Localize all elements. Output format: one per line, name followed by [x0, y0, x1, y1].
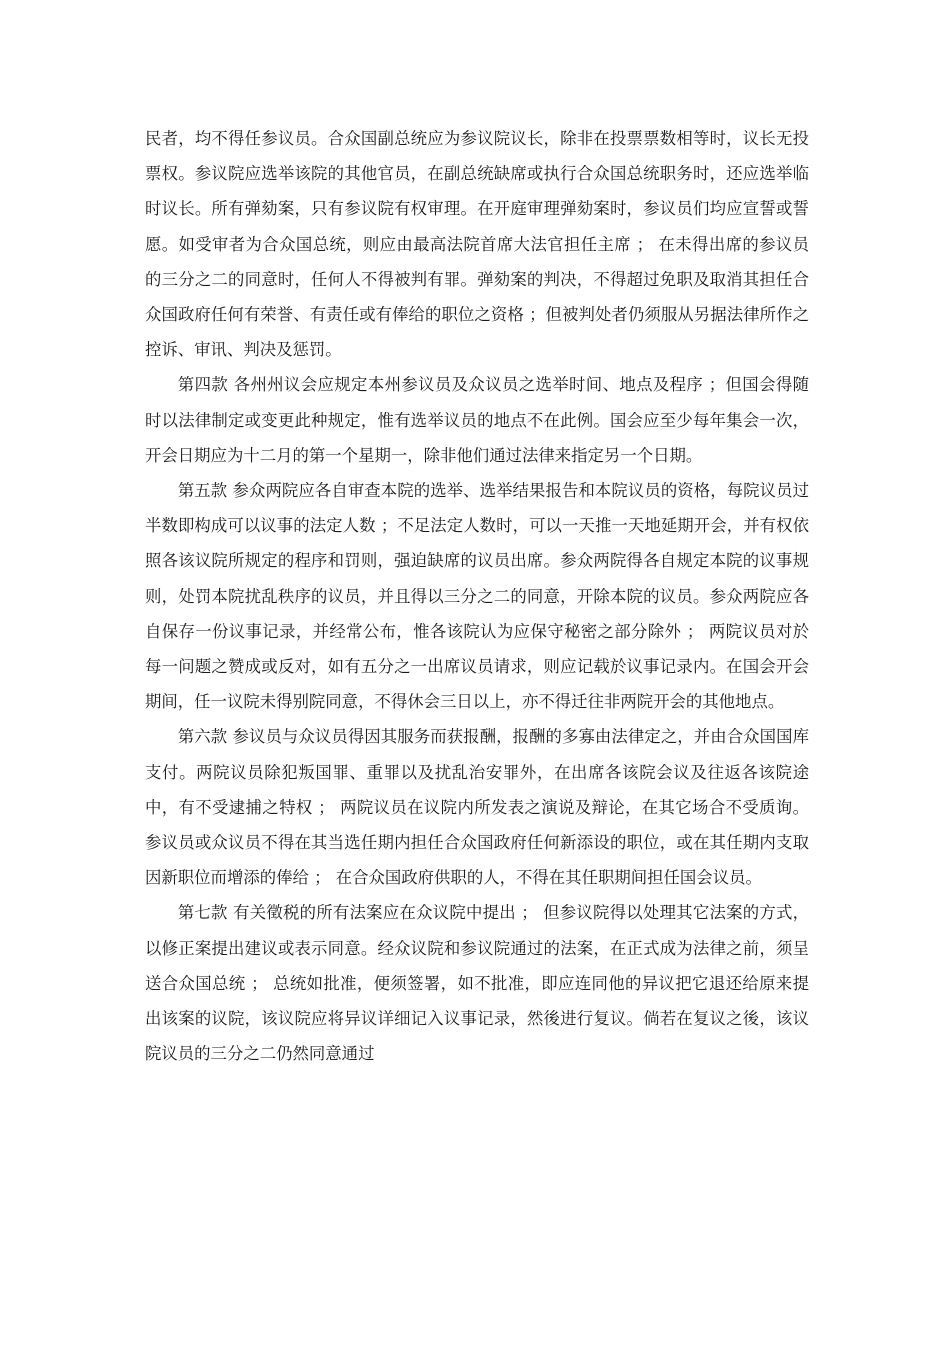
paragraph-section-7: 第七款 有关徵税的所有法案应在众议院中提出 ； 但参议院得以处理其它法案的方式，以修正案提出建议或表示同意。经众议院和参议院通过的法案，在正式成为法律之前，须呈送合众国总统 ； 总统如批准，便须签署，如不批准，即应连同他的异议把它退还给原来提出该案的议院，该议院应将异议详细记入议事记录，然後进行复议。倘若在复议之後，该议院议员的三分之二仍然同意通过	[145, 903, 809, 1064]
paragraph-section-5: 第五款 参众两院应各自审查本院的选举、选举结果报告和本院议员的资格，每院议员过半数即构成可以议事的法定人数 ；不足法定人数时，可以一天推一天地延期开会，并有权依照各该议院所规定的程序和罚则，强迫缺席的议员出席。参众两院得各自规定本院的议事规则，处罚本院扰乱秩序的议员，并且得以三分之二的同意，开除本院的议员。参众两院应各自保存一份议事记录，并经常公布，惟各该院认为应保守秘密之部分除外 ； 两院议员对於每一问题之赞成或反对，如有五分之一出席议员请求，则应记载於议事记录内。在国会开会期间，任一议院未得别院同意，不得休会三日以上，亦不得迁往非两院开会的其他地点。	[145, 481, 809, 712]
document-body	[145, 121, 809, 1071]
paragraph-continuation: 民者，均不得任参议员。合众国副总统应为参议院议长，除非在投票票数相等时，议长无投票权。参议院应选举该院的其他官员，在副总统缺席或执行合众国总统职务时，还应选举临时议长。所有弹劾案，只有参议院有权审理。在开庭审理弹劾案时，参议员们均应宣誓或誓愿。如受审者为合众国总统，则应由最高法院首席大法官担任主席 ； 在未得出席的参议员的三分之二的同意时，任何人不得被判有罪。弹劾案的判决，不得超过免职及取消其担任合众国政府任何有荣誉、有责任或有俸给的职位之资格 ；但被判处者仍须服从另据法律所作之控诉、审讯、判决及惩罚。	[145, 129, 809, 360]
paragraph-section-4: 第四款 各州州议会应规定本州参议员及众议员之选举时间、地点及程序 ；但国会得随时以法律制定或变更此种规定，惟有选举议员的地点不在此例。国会应至少每年集会一次，开会日期应为十二月的第一个星期一，除非他们通过法律来指定另一个日期。	[145, 375, 809, 465]
paragraph-section-6: 第六款 参议员与众议员得因其服务而获报酬，报酬的多寡由法律定之，并由合众国国库支付。两院议员除犯叛国罪、重罪以及扰乱治安罪外，在出席各该院会议及往返各该院途中，有不受逮捕之特权 ； 两院议员在议院内所发表之演说及辩论，在其它场合不受质询。参议员或众议员不得在其当选任期内担任合众国政府任何新添设的职位，或在其任期内支取因新职位而增添的俸给 ； 在合众国政府供职的人，不得在其任职期间担任国会议员。	[145, 727, 809, 888]
